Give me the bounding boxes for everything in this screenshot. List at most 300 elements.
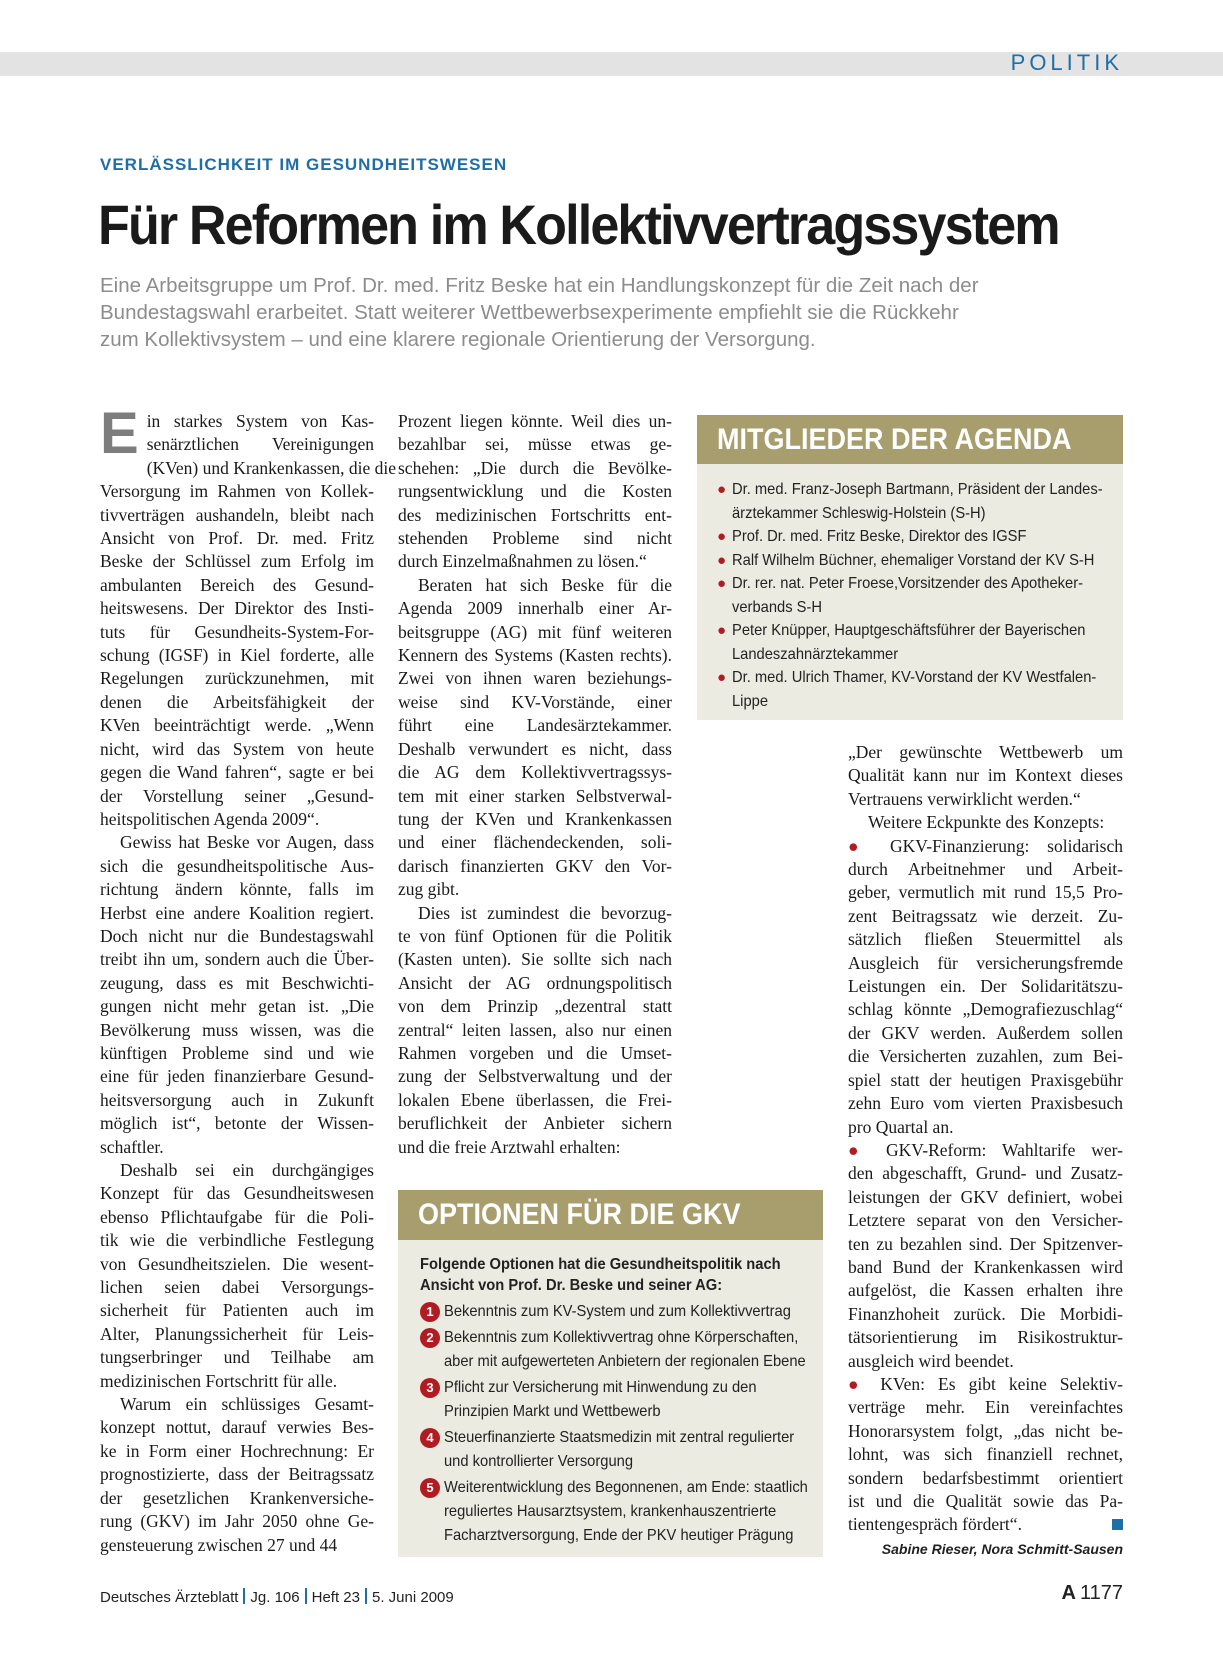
text-line	[848, 1186, 1123, 1209]
text-line	[398, 995, 672, 1018]
text-line	[398, 925, 672, 948]
text-line-content: aufgelöst, die Kassen erhalten ihre	[848, 1280, 1123, 1301]
text-line	[848, 1303, 1123, 1326]
text-line-content: Deshalb sei ein durchgängiges	[120, 1160, 374, 1180]
text-line-content: von dem Prinzip „dezentral statt	[398, 996, 672, 1017]
text-line-content: ist und die Qualität sowie das Pa-	[848, 1491, 1123, 1511]
text-line-content: sich die gesundheitspolitische Aus-	[100, 855, 374, 876]
text-line-content: Doch nicht nur die Bundestagswahl	[100, 925, 374, 946]
option-text-line: Facharztversorgung, Ende der PKV heutiger Prägung	[444, 1527, 794, 1544]
text-line-content: Beske der Schlüssel zum Erfolg im	[100, 551, 374, 572]
text-line-content: Beraten hat sich Beske für die	[418, 574, 672, 595]
text-line	[848, 1209, 1123, 1232]
text-line-content: stehenden Probleme sind nicht	[398, 528, 672, 549]
options-box	[398, 1190, 823, 1557]
article-column-1	[100, 401, 396, 1557]
text-line	[100, 667, 374, 690]
member-line	[717, 643, 1113, 667]
text-line	[398, 621, 672, 644]
option-item	[420, 1476, 813, 1548]
text-line-content: heitswesens. Der Direktor des Insti-	[100, 598, 374, 619]
member-text: Lippe	[732, 692, 769, 710]
text-line-content: durch Arbeitnehmer und Arbeit-	[848, 859, 1123, 880]
text-line	[100, 1065, 374, 1088]
text-line-content: (Kasten unten). Sie sollte sich nach	[398, 949, 672, 970]
text-line-content: ambulanten Bereich des Gesund-	[100, 574, 374, 595]
text-line	[100, 1112, 374, 1135]
bullet-icon: ●	[717, 528, 727, 545]
text-line-content: senärztlichen Vereinigungen	[146, 434, 374, 455]
article-authors: Sabine Rieser, Nora Schmitt-Sausen	[881, 1541, 1123, 1557]
text-line	[398, 738, 672, 761]
text-line-content: medizinischen Fortschritt für alle.	[100, 1370, 338, 1391]
text-line	[398, 1065, 672, 1088]
text-line-content: der gesetzlichen Krankenversiche-	[100, 1487, 374, 1508]
text-line	[100, 597, 374, 620]
text-line-content: ten zu bezahlen sind. Der Spitzenver-	[848, 1233, 1123, 1254]
text-line-content: zentral“ leiten lassen, also nur einen	[398, 1019, 672, 1040]
text-line	[398, 667, 672, 690]
text-line	[100, 1440, 374, 1463]
text-line-content: Leistungen ein. Der Solidaritätszu-	[848, 976, 1123, 997]
text-line	[848, 975, 1123, 998]
text-line-content: ebenso Pflichtaufgabe für die Poli-	[100, 1206, 374, 1227]
text-line-content: darisch finanzierten GKV den Vor-	[398, 855, 672, 876]
text-line	[848, 998, 1123, 1021]
text-line	[100, 1346, 374, 1369]
member-text: Dr. med. Ulrich Thamer, KV-Vorstand der KV Westfalen-	[732, 669, 1097, 686]
text-line-content: prognostizierte, dass der Beitragssatz	[100, 1464, 374, 1485]
member-line	[717, 525, 1113, 549]
text-line	[848, 928, 1123, 951]
option-item	[420, 1300, 813, 1324]
text-line	[848, 1069, 1123, 1092]
footer-separator	[243, 1588, 245, 1604]
text-line-content: konzept nottut, darauf verwies Bes-	[100, 1417, 374, 1438]
bullet-spacer	[717, 596, 732, 620]
text-line	[848, 1350, 1123, 1373]
member-line	[717, 478, 1113, 502]
text-line-content: sätzlich fließen Steuermittel als	[848, 929, 1123, 950]
text-line	[398, 948, 672, 971]
option-text	[444, 1426, 825, 1474]
option-text	[444, 1326, 837, 1374]
option-text-line: Bekenntnis zum Kollektivvertrag ohne Körperschaften,	[444, 1329, 799, 1346]
text-line-content: durch Einzelmaßnahmen zu lösen.“	[398, 551, 647, 572]
text-line	[398, 831, 672, 854]
text-line	[848, 1443, 1123, 1466]
text-line	[398, 504, 672, 527]
option-text-line: Prinzipien Markt und Wettbewerb	[444, 1403, 661, 1420]
members-list	[697, 464, 1123, 713]
bullet-icon: ●	[717, 551, 727, 569]
text-line	[100, 738, 374, 761]
text-line-content: des medizinischen Fortschritts ent-	[398, 504, 672, 525]
text-line	[100, 995, 374, 1018]
bullet-spacer	[717, 690, 732, 714]
bullet-icon: ●	[717, 622, 727, 639]
text-line	[848, 741, 1123, 764]
text-line	[398, 878, 672, 901]
member-line	[717, 690, 1113, 714]
text-line	[398, 902, 672, 925]
text-line	[100, 433, 374, 456]
text-line-content: heitspolitischen Agenda 2009“.	[100, 808, 320, 829]
member-line	[717, 502, 1113, 526]
text-line-content: Agenda 2009 innerhalb einer Ar-	[398, 598, 672, 619]
text-line-content: von Gesundheitszielen. Die wesent-	[100, 1253, 374, 1274]
text-line	[848, 905, 1123, 928]
text-line	[100, 1206, 374, 1229]
text-line	[100, 621, 374, 644]
issue-date: 5. Juni 2009	[372, 1589, 454, 1606]
issue: Heft 23	[311, 1589, 360, 1606]
page-number: A 1177	[1061, 1582, 1123, 1604]
volume: Jg. 106	[250, 1589, 300, 1606]
text-line-content: beitsgruppe (AG) mit fünf weiteren	[398, 621, 672, 642]
text-line-content: pro Quartal an.	[848, 1116, 954, 1137]
text-line-content: künftigen Probleme sind und wie	[100, 1042, 374, 1063]
text-line-content: verträge mehr. Ein vereinfachtes	[848, 1397, 1123, 1418]
text-line-content: gegen die Wand fahren“, sagte er bei	[100, 762, 374, 783]
text-line-content: Prozent liegen könnte. Weil dies un-	[398, 411, 672, 431]
section-label: POLITIK	[1010, 50, 1123, 75]
text-line	[398, 808, 672, 831]
text-line-content: denen die Arbeitsfähigkeit der	[100, 691, 374, 712]
member-text: Ralf Wilhelm Büchner, ehemaliger Vorstand der KV S-H	[732, 551, 1095, 569]
text-line-content: sicherheit für Patienten auch im	[100, 1300, 374, 1321]
text-line	[100, 1089, 374, 1112]
text-line-content: eine für jeden finanzierbare Gesund-	[100, 1066, 374, 1087]
bullet-icon: ●	[717, 481, 727, 498]
text-line	[398, 574, 672, 597]
text-line-content: Zwei von ihnen waren beziehungs-	[398, 668, 672, 689]
text-line-content: bezahlbar sei, müsse etwas ge-	[398, 434, 672, 455]
member-line	[717, 572, 1113, 596]
text-line	[398, 691, 672, 714]
text-line	[848, 1045, 1123, 1068]
text-line-content: rung (GKV) im Jahr 2050 ohne Ge-	[100, 1511, 374, 1532]
text-line-content: Warum ein schlüssiges Gesamt-	[120, 1394, 374, 1415]
member-text: ärztekammer Schleswig-Holstein (S-H)	[732, 504, 986, 522]
text-line-content: Herbst eine andere Koalition regiert.	[100, 902, 374, 923]
text-line	[398, 785, 672, 808]
text-line	[100, 691, 374, 714]
text-line-content: Regelungen zurückzunehmen, mit	[100, 668, 374, 689]
text-line	[848, 1256, 1123, 1279]
text-line-content: Konzept für das Gesundheitswesen	[100, 1183, 374, 1204]
text-line	[848, 881, 1123, 904]
text-line	[848, 1420, 1123, 1443]
text-line-content: zent Beitragssatz wie derzeit. Zu-	[848, 905, 1123, 926]
article-lead	[100, 272, 1130, 353]
text-line	[100, 1229, 374, 1252]
text-line-content: schlag könnte „Demografiezuschlag“	[848, 999, 1123, 1020]
text-line	[398, 410, 672, 433]
text-line-content: KVen: Es gibt keine Selektiv-	[880, 1373, 1123, 1394]
end-mark-icon	[1112, 1519, 1123, 1530]
text-line	[398, 550, 672, 573]
text-line	[100, 1299, 374, 1322]
footer-separator	[305, 1588, 307, 1604]
text-line-content: schehen: „Die durch die Bevölke-	[398, 457, 672, 478]
text-line	[848, 858, 1123, 881]
text-line-content: und einer flächendeckenden, soli-	[398, 832, 672, 853]
option-item	[420, 1376, 813, 1424]
text-line-content: tik wie die verbindliche Festlegung	[100, 1230, 374, 1251]
member-text: Dr. rer. nat. Peter Froese,Vorsitzender des Apotheker-	[732, 575, 1084, 592]
text-line	[398, 972, 672, 995]
text-line	[100, 1487, 374, 1510]
text-line-content: Alter, Planungssicherheit für Leis-	[100, 1323, 374, 1344]
option-text	[444, 1476, 840, 1548]
text-line	[100, 878, 374, 901]
text-line	[398, 597, 672, 620]
option-number-badge: 2	[420, 1328, 440, 1348]
members-box-title: MITGLIEDER DER AGENDA	[697, 415, 1123, 464]
text-line	[398, 1089, 672, 1112]
bullet-icon: ●	[848, 1139, 886, 1160]
text-line-content: schung (IGSF) in Kiel forderte, alle	[100, 645, 374, 666]
text-line	[100, 480, 374, 503]
text-line-content: tungserbringer und Teilhabe am	[100, 1347, 374, 1368]
article-column-3	[848, 741, 1123, 1537]
text-line	[100, 714, 374, 737]
text-line-content: tem mit einer starken Selbstverwal-	[398, 785, 672, 806]
text-line-content: sondern bedarfsbestimmt orientiert	[848, 1467, 1123, 1488]
text-line-content: zug gibt.	[398, 879, 460, 900]
page-footer	[100, 1588, 454, 1606]
text-line-content: lichen seien dabei Versorgungs-	[100, 1277, 374, 1298]
text-line-content: Finanzhoheit zurück. Die Morbidi-	[848, 1303, 1123, 1324]
text-line-content: die Versicherten zuzahlen, zum Bei-	[848, 1046, 1123, 1067]
text-line	[100, 504, 374, 527]
text-line	[100, 1136, 374, 1159]
text-line-content: und die freie Arztwahl erhalten:	[398, 1136, 621, 1157]
text-line	[848, 1490, 1123, 1513]
text-line-content: gungen nicht mehr getan ist. „Die	[100, 996, 374, 1017]
text-line	[100, 1182, 374, 1205]
members-box	[697, 415, 1123, 720]
text-line-content: zung der Selbstverwaltung und der	[398, 1066, 672, 1087]
option-item	[420, 1426, 813, 1474]
text-line-content: führt eine Landesärztekammer.	[398, 715, 672, 736]
text-line-content: zehn Euro vom vierten Praxisbesuch	[848, 1093, 1123, 1114]
options-box-title: OPTIONEN FÜR DIE GKV	[398, 1190, 823, 1240]
text-line	[848, 1279, 1123, 1302]
text-line-content: tung der KVen und Krankenkassen	[398, 808, 672, 829]
text-line-content: GKV-Finanzierung: solidarisch	[889, 835, 1124, 856]
text-line	[100, 831, 374, 854]
options-list	[398, 1296, 823, 1548]
option-number-badge: 5	[420, 1478, 440, 1498]
text-line-content: tientengespräch fördert“.	[848, 1514, 1022, 1535]
text-line	[398, 480, 672, 503]
text-line	[398, 761, 672, 784]
option-text-line: und kontrollierter Versorgung	[444, 1453, 634, 1470]
text-line	[100, 1463, 374, 1486]
text-line	[848, 1233, 1123, 1256]
options-intro: Folgende Optionen hat die Gesundheitspolitik nach Ansicht von Prof. Dr. Beske und seiner AG:	[420, 1256, 781, 1294]
text-line	[100, 948, 374, 971]
text-line-content: tuts für Gesundheits-System-For-	[100, 621, 374, 642]
text-line-content: band Bund der Krankenkassen wird	[848, 1256, 1123, 1277]
article-column-2	[398, 410, 672, 1159]
text-line	[100, 457, 396, 480]
option-number-badge: 3	[420, 1378, 440, 1398]
bullet-spacer	[717, 502, 732, 526]
text-line	[100, 644, 374, 667]
option-text-line: aber mit aufgewerteten Anbietern der regionalen Ebene	[444, 1353, 806, 1370]
text-line	[100, 1323, 374, 1346]
bullet-icon: ●	[848, 1373, 881, 1394]
text-line	[848, 1396, 1123, 1419]
option-text-line: Pflicht zur Versicherung mit Hinwendung zu den	[444, 1379, 757, 1396]
text-line-content: den abgeschafft, Grund- und Zusatz-	[848, 1163, 1123, 1184]
text-line	[398, 527, 672, 550]
text-line-content: Vertrauens verwirklicht werden.“	[848, 788, 1081, 809]
text-line-content: in starkes System von Kas-	[146, 411, 374, 431]
text-line-content: Qualität kann nur im Kontext dieses	[848, 765, 1123, 786]
text-line	[848, 835, 1123, 858]
text-line	[398, 714, 672, 737]
text-line	[848, 764, 1123, 787]
text-line	[398, 855, 672, 878]
article-kicker: VERLÄSSLICHKEIT IM GESUNDHEITSWESEN	[100, 155, 508, 174]
text-line-content: Bevölkerung muss wissen, was die	[100, 1019, 374, 1040]
text-line	[848, 1373, 1123, 1396]
option-text	[444, 1376, 784, 1424]
bullet-icon: ●	[848, 835, 890, 856]
text-line-content: tätsorientierung im Risikostruktur-	[848, 1327, 1123, 1348]
bullet-icon: ●	[717, 669, 727, 686]
text-line-content: zeugung, dass es mit Beschwichti-	[100, 972, 374, 993]
member-line	[717, 549, 1113, 573]
text-line-content: KVen beeinträchtigt werde. „Wenn	[100, 715, 374, 736]
text-line-content: spiel statt der heutigen Praxisgebühr	[848, 1069, 1123, 1090]
text-line-content: Ausgleich für versicherungsfremde	[848, 952, 1123, 973]
text-line	[100, 1253, 374, 1276]
text-line	[848, 1139, 1123, 1162]
text-line-content: weise sind KV-Vorstände, einer	[398, 691, 672, 712]
text-line-content: Kennern des Systems (Kasten rechts).	[398, 645, 672, 666]
text-line-content: der Vorstellung seiner „Gesund-	[100, 785, 374, 806]
text-line-content: Deshalb verwundert es nicht, dass	[398, 738, 672, 759]
drop-cap: E	[100, 401, 139, 466]
text-line-content: heitsversorgung auch in Zukunft	[100, 1089, 374, 1110]
text-line-content: Ansicht von Prof. Dr. med. Fritz	[100, 528, 374, 549]
text-line-content: leistungen der GKV definiert, wobei	[848, 1186, 1123, 1207]
text-line	[848, 811, 1123, 834]
text-line-content: lohnt, was sich finanziell rechnet,	[848, 1444, 1123, 1465]
text-line	[398, 644, 672, 667]
text-line	[398, 1136, 672, 1159]
text-line-content: Rahmen vorgeben und die Umset-	[398, 1042, 672, 1063]
option-text-line: reguliertes Hausarztsystem, krankenhauszentrierte	[444, 1503, 777, 1520]
member-text: Prof. Dr. med. Fritz Beske, Direktor des IGSF	[732, 528, 1027, 545]
text-line	[848, 1162, 1123, 1185]
text-line-content: te von fünf Optionen für die Politik	[398, 925, 672, 946]
text-line	[100, 808, 374, 831]
text-line	[398, 1042, 672, 1065]
text-line-content: Honorarsystem folgt, „das nicht be-	[848, 1420, 1123, 1441]
text-line	[398, 433, 672, 456]
text-line-content: gensteuerung zwischen 27 und 44	[100, 1534, 338, 1555]
member-line	[717, 619, 1113, 643]
text-line	[100, 1159, 374, 1182]
text-line-content: beruflichkeit der Anbieter sichern	[398, 1113, 672, 1134]
footer-separator	[365, 1588, 367, 1604]
text-line	[100, 1393, 374, 1416]
text-line	[398, 1112, 672, 1135]
text-line-content: möglich ist“, betonte der Wissen-	[100, 1113, 374, 1134]
text-line	[848, 1022, 1123, 1045]
member-text: Peter Knüpper, Hauptgeschäftsführer der Bayerischen	[732, 622, 1086, 639]
bullet-icon: ●	[717, 575, 727, 592]
text-line-content: Ansicht der AG ordnungspolitisch	[398, 972, 672, 993]
publication-name: Deutsches Ärzteblatt	[100, 1589, 239, 1606]
text-line-content: „Der gewünschte Wettbewerb um	[848, 742, 1123, 762]
option-text-line: Bekenntnis zum KV-System und zum Kollektivvertrag	[444, 1303, 791, 1320]
text-line	[848, 952, 1123, 975]
text-line	[100, 761, 374, 784]
article-title: Für Reformen im Kollektivvertragssystem	[98, 193, 1059, 256]
text-line-content: der GKV werden. Außerdem sollen	[848, 1022, 1123, 1043]
text-line-content: lokalen Ebene überlassen, die Frei-	[398, 1089, 672, 1110]
text-line	[398, 1019, 672, 1042]
text-line	[100, 925, 374, 948]
text-line-content: Gewiss hat Beske vor Augen, dass	[120, 832, 374, 853]
text-line	[100, 902, 374, 925]
text-line	[100, 1276, 374, 1299]
option-text-line: Steuerfinanzierte Staatsmedizin mit zentral regulierter	[444, 1429, 795, 1446]
text-line	[100, 574, 374, 597]
text-line-content: geber, vermutlich mit rund 15,5 Pro-	[848, 882, 1123, 903]
text-line	[848, 1116, 1123, 1139]
text-line-content: richtung ändern könnte, falls im	[100, 879, 374, 900]
text-line-content: Dies ist zumindest die bevorzug-	[418, 902, 672, 923]
option-number-badge: 1	[420, 1302, 440, 1322]
text-line	[100, 785, 374, 808]
option-item	[420, 1326, 813, 1374]
text-line	[100, 1370, 374, 1393]
member-line	[717, 666, 1113, 690]
member-text: Landeszahnärztekammer	[732, 645, 899, 663]
option-text	[444, 1300, 821, 1324]
lead-line: zum Kollektivsystem – und eine klarere regionale Orientierung der Versorgung.	[100, 328, 816, 351]
lead-line: Bundestagswahl erarbeitet. Statt weiterer Wettbewerbsexperimente empfiehlt sie die Rückkehr	[100, 301, 959, 324]
text-line	[100, 855, 374, 878]
text-line	[100, 1019, 374, 1042]
member-line	[717, 596, 1113, 620]
text-line	[100, 527, 374, 550]
text-line-content: GKV-Reform: Wahltarife wer-	[885, 1139, 1123, 1160]
text-line-content: ausgleich wird beendet.	[848, 1350, 1014, 1371]
text-line	[100, 1042, 374, 1065]
text-line	[100, 550, 374, 573]
text-line	[100, 1416, 374, 1439]
text-line	[100, 1534, 374, 1557]
text-line-content: ke in Form einer Hochrechnung: Er	[100, 1440, 374, 1461]
text-line	[848, 1092, 1123, 1115]
text-line-content: die AG dem Kollektivvertragssys-	[398, 762, 672, 783]
text-line-content: treibt ihn um, sondern auch die Über-	[100, 949, 374, 970]
text-line-content: tivverträgen aushandeln, bleibt nach	[100, 504, 374, 525]
text-line-content: nicht, wird das System von heute	[100, 738, 374, 759]
text-line-content: (KVen) und Krankenkassen, die die	[146, 457, 396, 478]
text-line-content: rungsentwicklung und die Kosten	[398, 481, 672, 502]
text-line	[848, 1326, 1123, 1349]
